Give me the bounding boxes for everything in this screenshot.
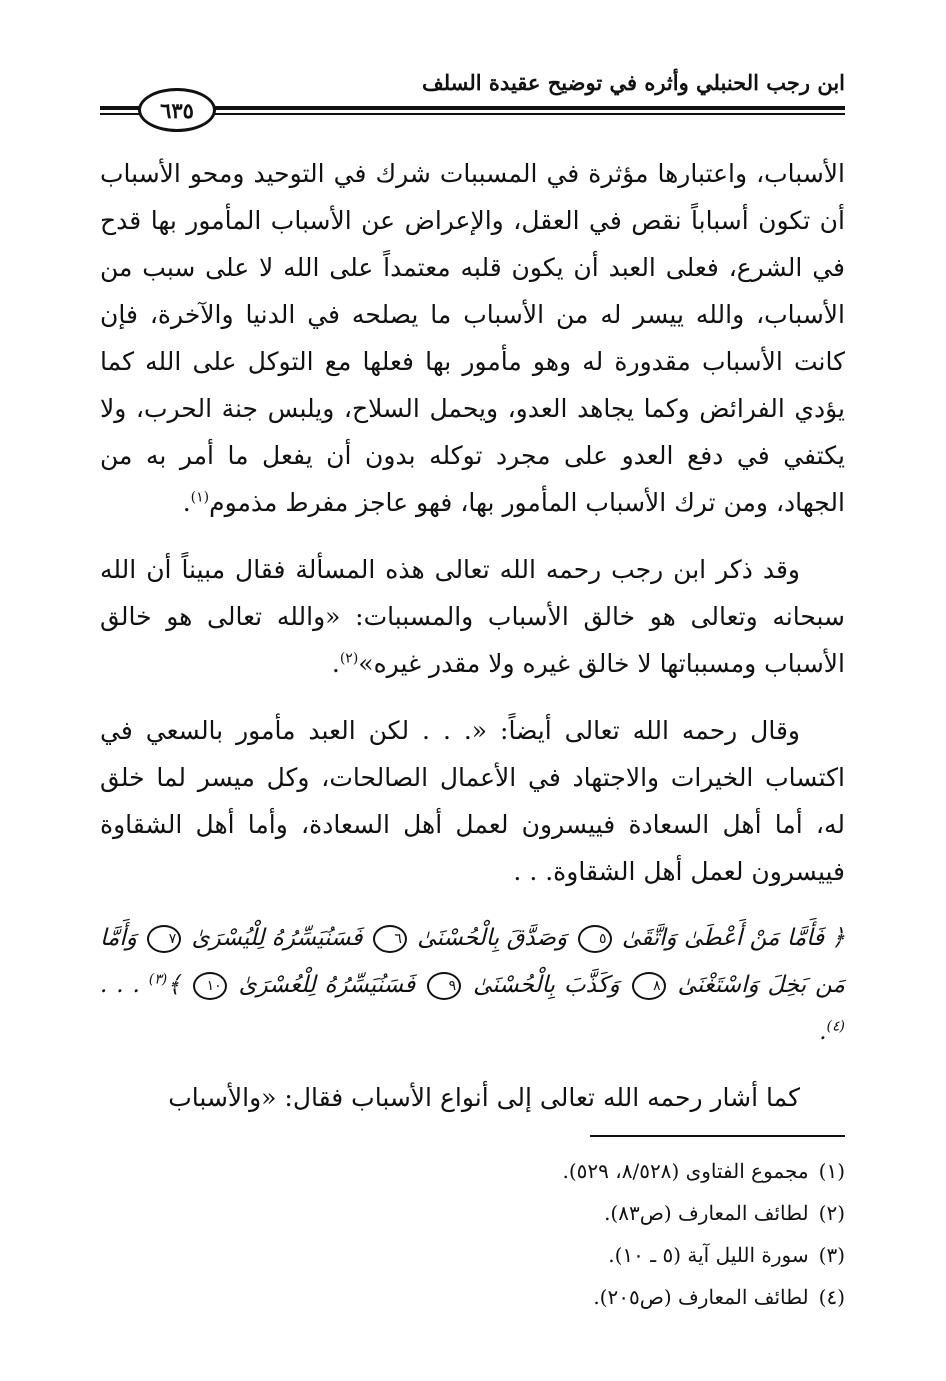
paragraph-2 — [100, 546, 845, 687]
footnote-text: لطائف المعارف (ص٢٠٥). — [593, 1285, 809, 1309]
paragraph-2-end: . — [331, 649, 340, 678]
verse-segment: فَسَنُيَسِّرُهُ لِلْيُسْرَىٰ — [191, 925, 363, 951]
ayah-number-marker: ٩ — [427, 972, 461, 1000]
page-header — [100, 62, 845, 122]
footnote-text: مجموع الفتاوى (٨/٥٢٨، ٥٢٩). — [562, 1159, 809, 1183]
footnote-number: (٤) — [818, 1285, 845, 1309]
verse-open-bracket: ﴿ — [831, 925, 846, 951]
footnote-number: (٣) — [818, 1243, 845, 1267]
paragraph-1 — [100, 150, 845, 526]
header-rule-left-secondary — [100, 113, 140, 115]
verse-segment: فَسَنُيَسِّرُهُ لِلْعُسْرَىٰ — [238, 972, 416, 998]
header-rule-secondary — [208, 113, 845, 115]
footnote-ref-2: (٢) — [339, 650, 359, 667]
paragraph-1-text: الأسباب، واعتبارها مؤثرة في المسببات شرك في التوحيد ومحو الأسباب أن تكون أسباباً نقص في العقل، والإعراض عن الأسباب المأمور بها قدح في الشرع، فعلى العبد أن يكون قلبه معتمداً على الله لا على سبب من الأسباب، والله ييسر له من الأسباب ما يصلحه في الدنيا والآخرة، فإن كانت الأسباب مقدورة له وهو مأمور بها فعلها مع التوكل على الله كما يؤدي الفرائض وكما يجاهد العدو، ويحمل السلاح، ويلبس جنة الحرب، ولا يكتفي في دفع العدو على مجرد توكله بدون أن يفعل ما أمر به من الجهاد، ومن ترك الأسباب المأمور بها، فهو عاجز مفرط مذموم — [100, 159, 845, 517]
footnote-text: لطائف المعارف (ص٨٣). — [604, 1201, 809, 1225]
ayah-number-marker: ٨ — [632, 972, 666, 1000]
paragraph-2-text: وقد ذكر ابن رجب رحمه الله تعالى هذه المسألة فقال مبيناً أن الله سبحانه وتعالى هو خالق الأسباب والمسببات: «والله تعالى هو خالق الأسباب ومسبباتها لا خالق غيره ولا مقدر غيره» — [100, 555, 845, 678]
verse-segment: وَأَمَّا مَن بَخِلَ وَاسْتَغْنَىٰ — [100, 925, 845, 998]
page-number: ٦٣٥ — [138, 88, 216, 132]
paragraph-4-text: كما أشار رحمه الله تعالى إلى أنواع الأسباب فقال: «والأسباب — [168, 1083, 800, 1112]
footnote — [100, 1192, 845, 1234]
header-rule — [208, 106, 845, 110]
verse-segment: وَكَذَّبَ بِالْحُسْنَىٰ — [473, 972, 620, 998]
verse-segment: وَصَدَّقَ بِالْحُسْنَىٰ — [417, 925, 568, 951]
header-rule-left — [100, 106, 140, 110]
paragraph-4 — [100, 1074, 845, 1121]
body-text — [100, 150, 845, 1141]
verse-close-bracket: ﴾ — [167, 972, 181, 998]
paragraph-3-text: وقال رحمه الله تعالى أيضاً: «. . . لكن العبد مأمور بالسعي في اكتساب الخيرات والاجتهاد في الأعمال الصالحات، وكل ميسر لما خلق له، أما أهل السعادة فييسرون لعمل أهل السعادة، وأما أهل الشقاوة فييسرون لعمل أهل الشقاوة. . . — [100, 716, 845, 886]
verse-end: . — [819, 1019, 827, 1045]
ayah-number-marker: ٦ — [373, 925, 407, 953]
footnote-ref-3: (٣) — [148, 971, 168, 988]
paragraph-3 — [100, 707, 845, 895]
verse-ellipsis: . . . — [100, 972, 140, 998]
footnote-number: (٢) — [818, 1201, 845, 1225]
ayah-number-marker: ١٠ — [193, 972, 227, 1000]
footnote-ref-1: (١) — [190, 489, 210, 506]
footnote — [100, 1150, 845, 1192]
footnotes — [100, 1150, 845, 1318]
footnote — [100, 1276, 845, 1318]
footnote-ref-4: (٤) — [826, 1018, 845, 1035]
footnote — [100, 1234, 845, 1276]
footnote-number: (١) — [818, 1159, 845, 1183]
quran-verse — [100, 915, 845, 1056]
footnote-text: سورة الليل آية (٥ ـ ١٠). — [608, 1243, 809, 1267]
footnote-separator — [590, 1135, 845, 1137]
ayah-number-marker: ٥ — [578, 925, 612, 953]
verse-segment: فَأَمَّا مَنْ أَعْطَىٰ وَاتَّقَىٰ — [621, 925, 825, 951]
paragraph-1-end: . — [182, 488, 191, 517]
running-title: ابن رجب الحنبلي وأثره في توضيح عقيدة السلف — [421, 70, 845, 95]
ayah-number-marker: ٧ — [147, 925, 181, 953]
